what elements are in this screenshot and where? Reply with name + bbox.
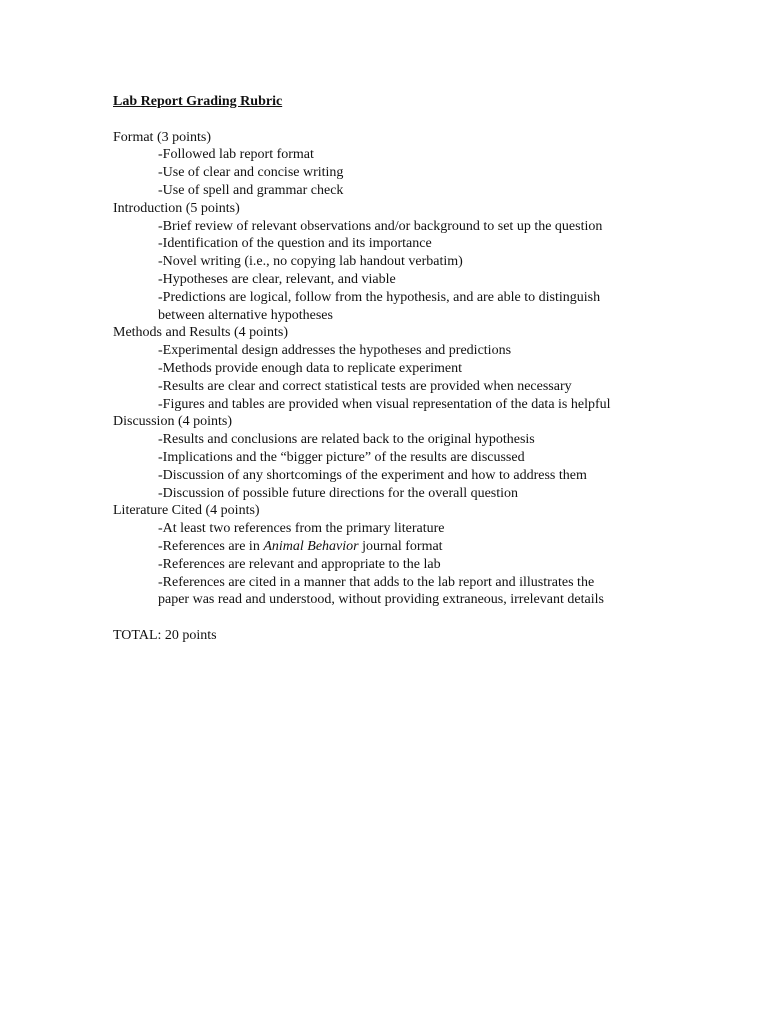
rubric-criterion: -Experimental design addresses the hypotheses and predictions (158, 343, 512, 359)
rubric-criterion: between alternative hypotheses (158, 307, 333, 323)
journal-name: Animal Behavior (263, 538, 359, 554)
rubric-criterion: -Discussion of possible future directions for the overall question (158, 485, 519, 501)
rubric-criterion: -Hypotheses are clear, relevant, and viable (158, 271, 396, 287)
rubric-criterion: -References are relevant and appropriate to the lab (158, 556, 441, 572)
section-heading: Literature Cited (4 points) (113, 503, 260, 519)
rubric-criterion: -Identification of the question and its importance (158, 236, 432, 252)
total-points: TOTAL: 20 points (113, 627, 217, 643)
criterion-text: -References are in (158, 538, 264, 554)
rubric-sections (113, 129, 733, 610)
document-title: Lab Report Grading Rubric (113, 94, 283, 109)
section-heading: Format (3 points) (113, 129, 211, 145)
rubric-criterion: -Implications and the “bigger picture” of the results are discussed (158, 449, 525, 465)
section-heading: Introduction (5 points) (113, 200, 240, 216)
rubric-criterion: -Novel writing (i.e., no copying lab handout verbatim) (158, 254, 463, 270)
rubric-criterion: -Use of clear and concise writing (158, 165, 344, 181)
rubric-criterion: -Followed lab report format (158, 147, 314, 163)
rubric-criterion: -Discussion of any shortcomings of the experiment and how to address them (158, 467, 587, 483)
section-heading: Methods and Results (4 points) (113, 325, 288, 341)
rubric-criterion: -References are cited in a manner that adds to the lab report and illustrates the (158, 574, 595, 590)
blank-line (113, 609, 733, 627)
rubric-criterion: -At least two references from the primary literature (158, 521, 445, 537)
rubric-criterion: -Figures and tables are provided when visual representation of the data is helpful (158, 396, 611, 412)
rubric-criterion: -Results are clear and correct statistical tests are provided when necessary (158, 378, 572, 394)
rubric-criterion: -Predictions are logical, follow from the hypothesis, and are able to distinguish (158, 289, 601, 305)
rubric-criterion: -Use of spell and grammar check (158, 182, 344, 198)
criterion-text: journal format (358, 538, 443, 554)
rubric-criterion (113, 538, 733, 556)
section-heading: Discussion (4 points) (113, 414, 232, 430)
rubric-criterion: -Methods provide enough data to replicate experiment (158, 360, 463, 376)
rubric-criterion: -Brief review of relevant observations and/or background to set up the question (158, 218, 603, 234)
rubric-criterion: paper was read and understood, without providing extraneous, irrelevant details (158, 592, 604, 608)
rubric-criterion: -Results and conclusions are related back to the original hypothesis (158, 432, 535, 448)
rubric-document (113, 93, 733, 645)
